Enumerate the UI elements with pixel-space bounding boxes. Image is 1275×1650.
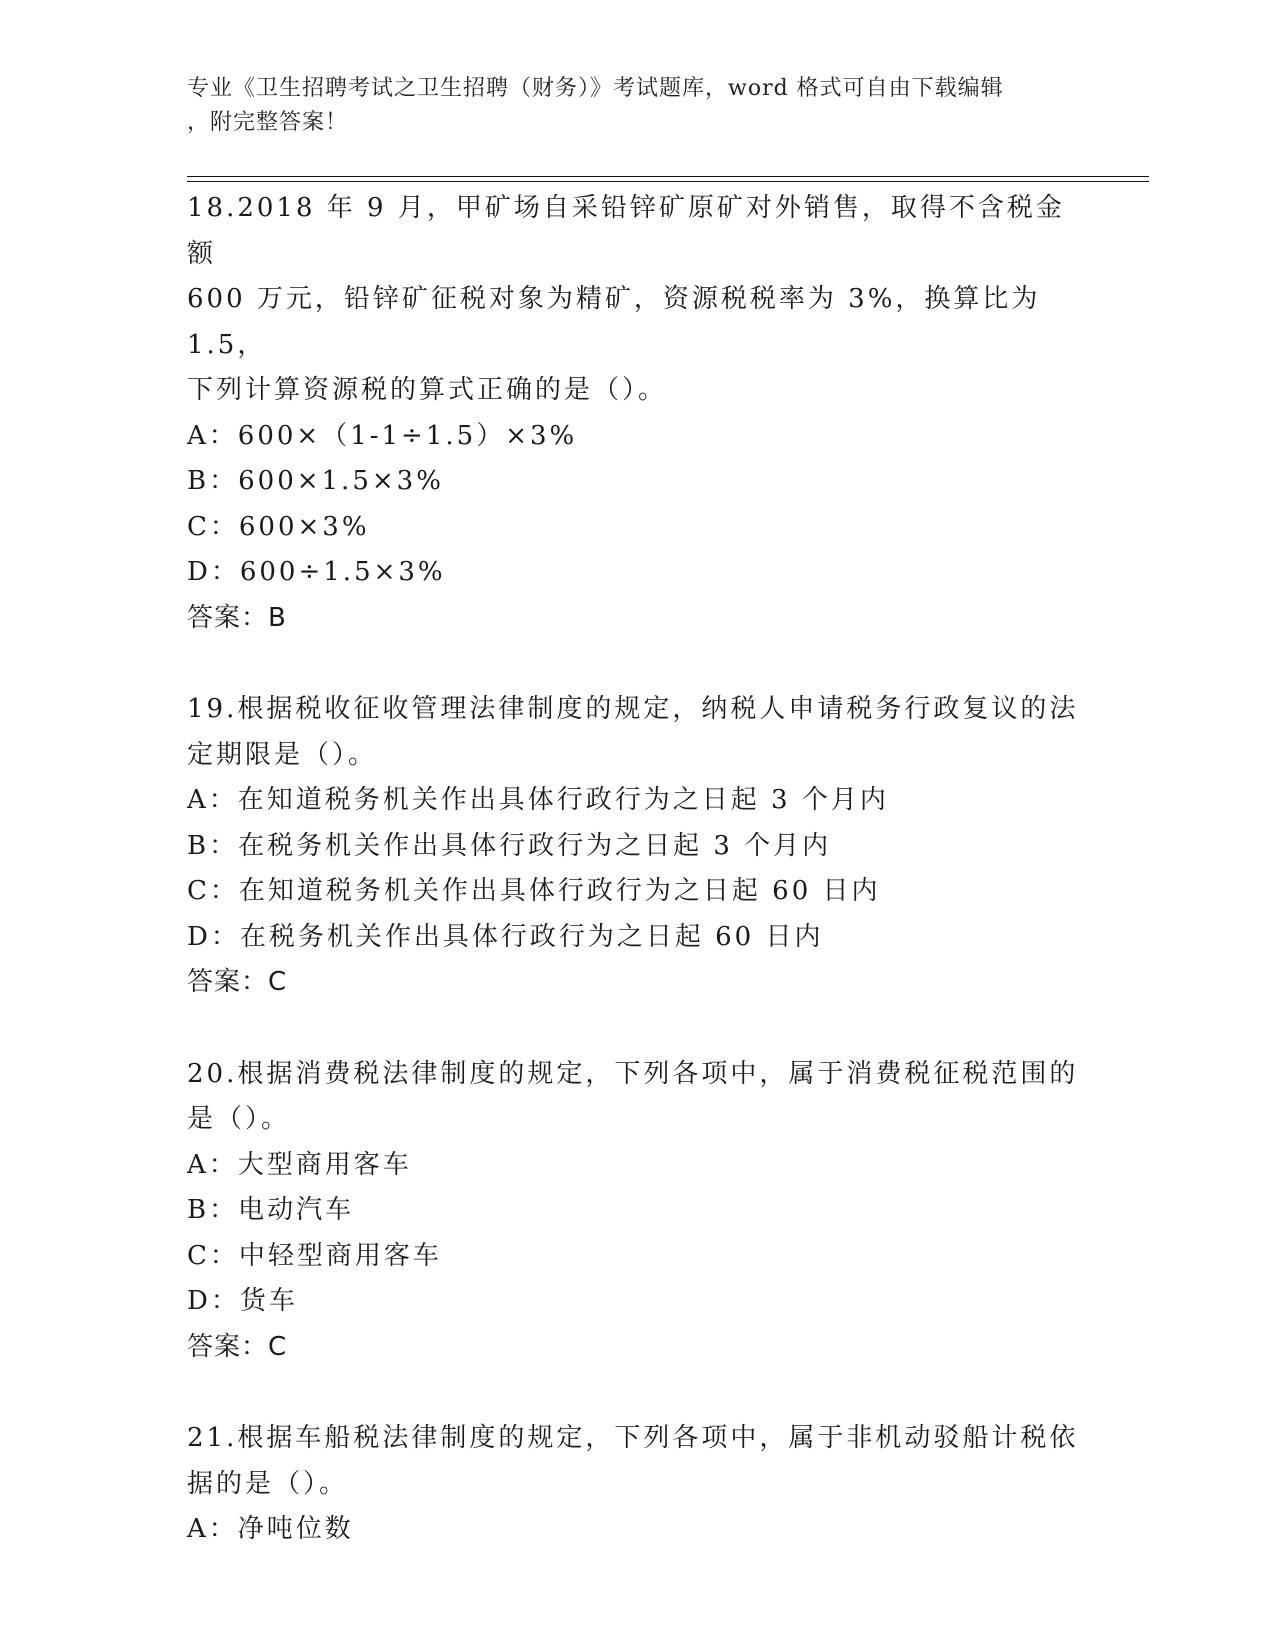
question-text-line: 是（）。 xyxy=(187,1104,291,1134)
header-divider-bottom xyxy=(187,181,1149,182)
option-d: D：货车 xyxy=(187,1286,298,1316)
question-19 xyxy=(187,687,1087,1006)
question-spacer xyxy=(187,641,1087,687)
question-21 xyxy=(187,1416,1087,1553)
question-text-line: 下列计算资源税的算式正确的是（）。 xyxy=(187,375,668,405)
question-text-line: 21.根据车船税法律制度的规定，下列各项中，属于非机动驳船计税依 xyxy=(187,1423,1079,1453)
question-text-line: 19.根据税收征收管理法律制度的规定，纳税人申请税务行政复议的法 xyxy=(187,694,1079,724)
question-spacer xyxy=(187,1370,1087,1416)
question-text-line: 定期限是（）。 xyxy=(187,739,378,770)
option-c: C：中轻型商用客车 xyxy=(187,1240,442,1271)
question-text-line: 18.2018 年 9 月，甲矿场自采铅锌矿原矿对外销售，取得不含税金额 xyxy=(187,193,1065,269)
header-line-1: 专业《卫生招聘考试之卫生招聘（财务）》考试题库，word 格式可自由下载编辑 xyxy=(187,76,1004,101)
option-a: A：600×（1-1÷1.5）×3% xyxy=(187,420,578,451)
option-b: B：在税务机关作出具体行政行为之日起 3 个月内 xyxy=(187,830,832,861)
question-20 xyxy=(187,1052,1087,1371)
header-divider-top xyxy=(187,176,1149,177)
option-c: C：在知道税务机关作出具体行政行为之日起 60 日内 xyxy=(187,876,881,906)
header-line-2: ，附完整答案！ xyxy=(187,110,349,135)
question-text-line: 据的是（）。 xyxy=(187,1468,349,1499)
question-text-line: 600 万元，铅锌矿征税对象为精矿，资源税税率为 3%，换算比为 1.5， xyxy=(187,284,1041,360)
question-spacer xyxy=(187,1006,1087,1052)
answer-line: 答案：B xyxy=(187,602,287,633)
option-d: D：600÷1.5×3% xyxy=(187,557,446,587)
option-a: A：大型商用客车 xyxy=(187,1149,412,1180)
question-text-line: 20.根据消费税法律制度的规定，下列各项中，属于消费税征税范围的 xyxy=(187,1058,1079,1089)
answer-line: 答案：C xyxy=(187,1331,288,1362)
question-list xyxy=(187,186,1087,1553)
question-18 xyxy=(187,186,1087,641)
option-b: B：电动汽车 xyxy=(187,1195,355,1225)
answer-line: 答案：C xyxy=(187,967,288,997)
option-a: A：净吨位数 xyxy=(187,1514,354,1544)
option-a: A：在知道税务机关作出具体行政行为之日起 3 个月内 xyxy=(187,785,889,815)
option-d: D：在税务机关作出具体行政行为之日起 60 日内 xyxy=(187,921,824,952)
document-header xyxy=(187,72,1067,140)
option-c: C：600×3% xyxy=(187,511,370,542)
option-b: B：600×1.5×3% xyxy=(187,466,444,496)
